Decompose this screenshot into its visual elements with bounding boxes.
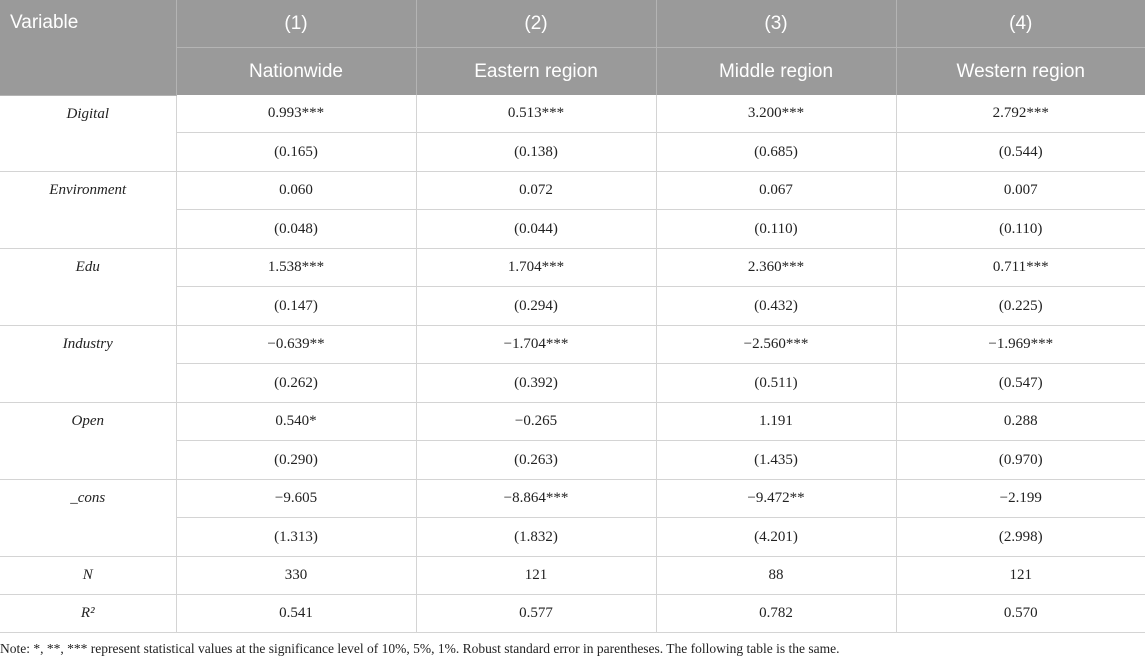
coef-cell: −9.472** <box>656 480 896 518</box>
stat-cell: 121 <box>896 557 1145 595</box>
coef-cell: 0.513*** <box>416 95 656 133</box>
header-col-name: Middle region <box>656 48 896 96</box>
se-cell: (0.110) <box>656 210 896 249</box>
coef-cell: 0.540* <box>176 403 416 441</box>
table-row <box>0 403 1145 441</box>
table-header <box>0 0 1145 95</box>
coef-cell: 0.288 <box>896 403 1145 441</box>
header-variable: Variable <box>0 0 176 95</box>
coef-cell: 0.993*** <box>176 95 416 133</box>
table-row <box>0 480 1145 518</box>
coef-cell: 1.704*** <box>416 249 656 287</box>
stat-cell: 0.782 <box>656 595 896 633</box>
stats-row <box>0 557 1145 595</box>
stat-label: R² <box>0 595 176 633</box>
row-variable: Open <box>0 403 176 480</box>
se-cell: (1.832) <box>416 518 656 557</box>
row-variable: Edu <box>0 249 176 326</box>
header-col-name: Eastern region <box>416 48 656 96</box>
coef-cell: −2.199 <box>896 480 1145 518</box>
se-cell: (0.110) <box>896 210 1145 249</box>
stats-row <box>0 595 1145 633</box>
se-cell: (2.998) <box>896 518 1145 557</box>
row-variable: _cons <box>0 480 176 557</box>
coef-cell: 2.360*** <box>656 249 896 287</box>
se-cell: (0.685) <box>656 133 896 172</box>
header-col-name: Western region <box>896 48 1145 96</box>
coef-cell: −8.864*** <box>416 480 656 518</box>
coef-cell: −0.639** <box>176 326 416 364</box>
se-cell: (0.511) <box>656 364 896 403</box>
se-cell: (1.435) <box>656 441 896 480</box>
row-variable: Digital <box>0 95 176 172</box>
se-cell: (0.547) <box>896 364 1145 403</box>
se-cell: (0.263) <box>416 441 656 480</box>
table-row <box>0 326 1145 364</box>
stat-cell: 121 <box>416 557 656 595</box>
se-cell: (0.044) <box>416 210 656 249</box>
coef-cell: 1.191 <box>656 403 896 441</box>
coef-cell: 0.067 <box>656 172 896 210</box>
header-col-name: Nationwide <box>176 48 416 96</box>
header-col-num: (1) <box>176 0 416 48</box>
coef-cell: 0.072 <box>416 172 656 210</box>
coef-cell: −0.265 <box>416 403 656 441</box>
coef-cell: 0.060 <box>176 172 416 210</box>
table-body <box>0 95 1145 633</box>
se-cell: (0.544) <box>896 133 1145 172</box>
se-cell: (0.392) <box>416 364 656 403</box>
se-cell: (0.432) <box>656 287 896 326</box>
coef-cell: 2.792*** <box>896 95 1145 133</box>
stat-cell: 330 <box>176 557 416 595</box>
se-cell: (0.225) <box>896 287 1145 326</box>
se-cell: (0.262) <box>176 364 416 403</box>
row-variable: Environment <box>0 172 176 249</box>
se-cell: (0.294) <box>416 287 656 326</box>
se-cell: (1.313) <box>176 518 416 557</box>
coef-cell: −2.560*** <box>656 326 896 364</box>
stat-cell: 0.570 <box>896 595 1145 633</box>
coef-cell: 0.007 <box>896 172 1145 210</box>
coef-cell: −1.704*** <box>416 326 656 364</box>
row-variable: Industry <box>0 326 176 403</box>
se-cell: (4.201) <box>656 518 896 557</box>
coef-cell: −1.969*** <box>896 326 1145 364</box>
se-cell: (0.165) <box>176 133 416 172</box>
header-col-num: (3) <box>656 0 896 48</box>
stat-cell: 0.577 <box>416 595 656 633</box>
table-row <box>0 95 1145 133</box>
se-cell: (0.147) <box>176 287 416 326</box>
stat-cell: 88 <box>656 557 896 595</box>
se-cell: (0.970) <box>896 441 1145 480</box>
stat-label: N <box>0 557 176 595</box>
se-cell: (0.138) <box>416 133 656 172</box>
coef-cell: 3.200*** <box>656 95 896 133</box>
coef-cell: −9.605 <box>176 480 416 518</box>
coef-cell: 1.538*** <box>176 249 416 287</box>
stat-cell: 0.541 <box>176 595 416 633</box>
header-col-num: (2) <box>416 0 656 48</box>
table-row <box>0 249 1145 287</box>
table-row <box>0 172 1145 210</box>
se-cell: (0.290) <box>176 441 416 480</box>
header-col-num: (4) <box>896 0 1145 48</box>
se-cell: (0.048) <box>176 210 416 249</box>
coef-cell: 0.711*** <box>896 249 1145 287</box>
table-note: Note: *, **, *** represent statistical values at the significance level of 10%, 5%, 1%. Robust standard error in parentheses. The following table is the same. <box>0 641 840 656</box>
